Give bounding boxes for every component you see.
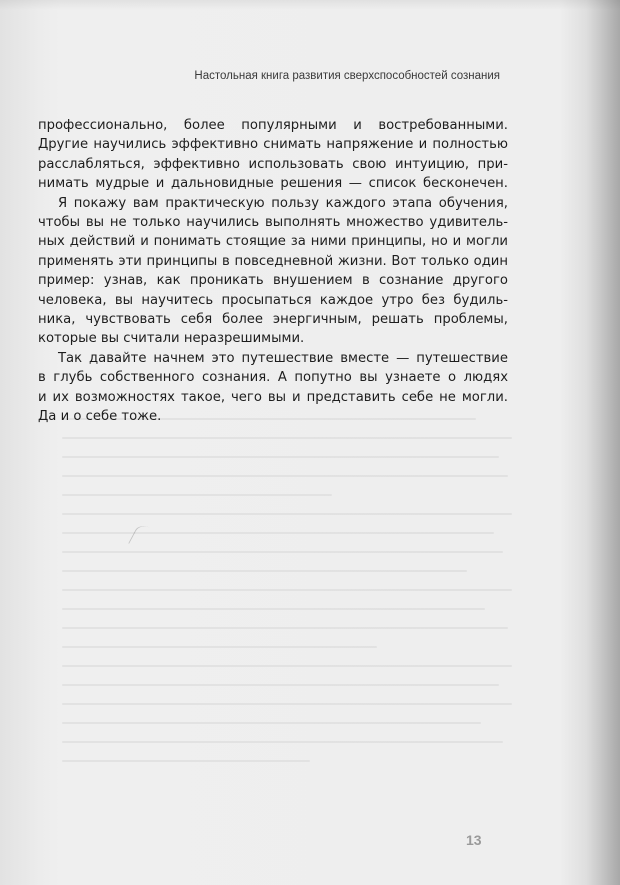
paragraph-1: [38, 116, 508, 194]
text-line: Я покажу вам практическую пользу каждого этапа обучения,: [58, 195, 508, 211]
text-line: ника, чувствовать себя более энергичным, решать проблемы,: [38, 312, 508, 328]
show-through-line: [62, 627, 508, 629]
show-through-line: [62, 456, 499, 458]
text-line: Да и о себе тоже.: [38, 409, 162, 425]
running-header: Настольная книга развития сверхспособностей сознания: [194, 70, 500, 82]
show-through-line: [62, 513, 512, 515]
text-line: профессионально, более популярными и востребованными.: [38, 118, 508, 133]
show-through-line: [62, 703, 512, 705]
binding-shadow: [586, 0, 620, 885]
text-line: Другие научились эффективно снимать напряжение и полностью: [38, 137, 508, 153]
show-through-line: [62, 684, 499, 686]
show-through-line: [62, 608, 485, 610]
show-through-line: [62, 741, 503, 743]
text-line: чтобы вы не только научились выполнять множество удивитель-: [38, 215, 508, 231]
text-line: в глубь собственного сознания. А попутно вы узнаете о людях: [38, 370, 508, 386]
text-line: расслабляться, эффективно использовать свою интуицию, при-: [38, 156, 508, 172]
page-number: 13: [466, 832, 482, 848]
show-through-line: [62, 494, 332, 496]
text-line: пример: узнав, как проникать внушением в сознание другого: [38, 273, 508, 289]
show-through-line: [62, 418, 476, 420]
show-through-line: [62, 475, 508, 477]
text-line: которые вы считали неразрешимыми.: [38, 331, 305, 347]
body-text: [38, 116, 508, 427]
text-line: человека, вы научитесь просыпаться каждое утро без будиль-: [38, 292, 508, 308]
show-through-line: [62, 760, 310, 762]
text-line: и их возможностях такое, чего вы и представить себе не могли.: [38, 389, 508, 405]
paragraph-3: [38, 349, 508, 427]
text-line: ных действий и понимать стоящие за ними принципы, но и могли: [38, 234, 508, 250]
page-top-shadow: [0, 0, 620, 10]
show-through-line: [62, 551, 503, 553]
text-line: Так давайте начнем это путешествие вместе — путешествие: [58, 350, 508, 366]
show-through-text: [62, 418, 512, 779]
text-line: нимать мудрые и дальновидные решения — список бесконечен.: [38, 176, 508, 192]
show-through-line: [62, 570, 467, 572]
show-through-line: [62, 665, 512, 667]
show-through-line: [62, 437, 512, 439]
paragraph-2: [38, 194, 508, 349]
show-through-line: [62, 646, 377, 648]
show-through-line: [62, 532, 494, 534]
show-through-line: [62, 589, 512, 591]
show-through-line: [62, 722, 481, 724]
text-line: применять эти принципы в повседневной жизни. Вот только один: [38, 253, 508, 269]
